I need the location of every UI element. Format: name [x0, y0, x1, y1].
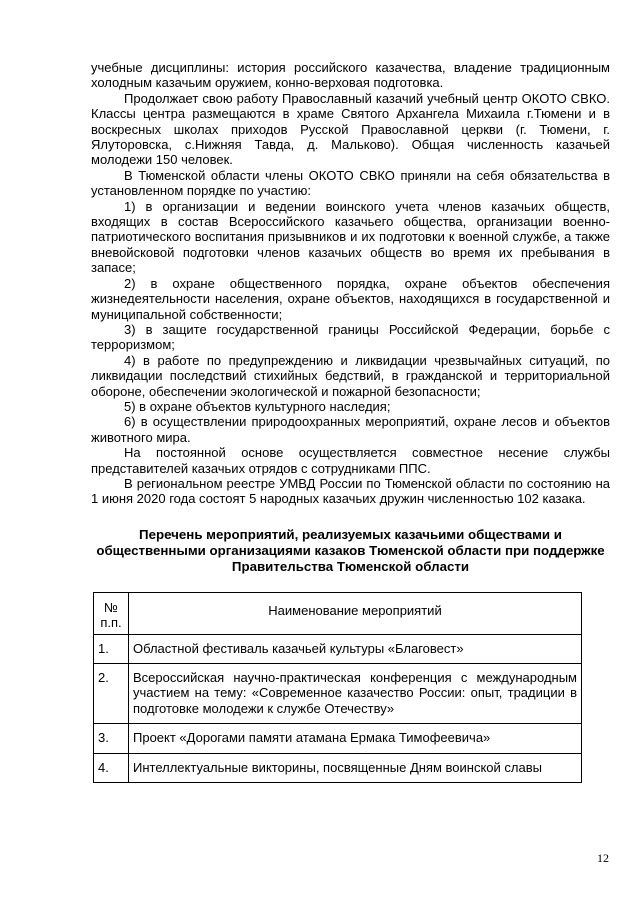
row-number: 3. — [94, 724, 129, 753]
row-event-name: Интеллектуальные викторины, посвященные Дням воинской славы — [129, 753, 582, 782]
row-event-name: Областной фестиваль казачьей культуры «Благовест» — [129, 634, 582, 663]
table-row — [94, 724, 582, 753]
page-content — [91, 60, 610, 783]
page-number: 12 — [597, 851, 609, 865]
table-row — [94, 634, 582, 663]
section-heading: Перечень мероприятий, реализуемых казачьими обществами и общественными организациями казаков Тюменской области при поддержке Правительства Тюменской области — [96, 526, 605, 574]
paragraph-obligations-intro: В Тюменской области члены ОКОТО СВКО приняли на себя обязательства в установленном порядке по участию: — [91, 167, 610, 199]
paragraph-item-5: 5) в охране объектов культурного наследия; — [124, 398, 391, 414]
paragraph-disciplines: учебные дисциплины: история российского казачества, владение традиционным холодным казачьим оружием, конно-верховая подготовка. — [91, 60, 610, 91]
table-header-row — [94, 592, 582, 634]
paragraph-item-6: 6) в осуществлении природоохранных мероприятий, охране лесов и объектов животного мира. — [91, 414, 610, 445]
paragraph-item-1: 1) в организации и ведении воинского учета членов казачьих обществ, входящих в состав Всероссийского казачьего общества, организации военно-патриотического воспитания призывников и их подготовки к военной службе, а также вневойсковой подготовки членов казачьих обществ во время их пребывания в запасе; — [91, 198, 610, 276]
row-number: 4. — [94, 753, 129, 782]
paragraph-item-3: 3) в защите государственной границы Российской Федерации, борьбе с терроризмом; — [91, 321, 610, 353]
header-event-name: Наименование мероприятий — [129, 592, 582, 634]
row-number: 1. — [94, 634, 129, 663]
row-event-name: Проект «Дорогами памяти атамана Ермака Тимофеевича» — [129, 724, 582, 753]
row-number: 2. — [94, 664, 129, 724]
paragraph-item-2: 2) в охране общественного порядка, охране объектов обеспечения жизнедеятельности населения, охране объектов, находящихся в государственной и муниципальной собственности; — [91, 275, 610, 322]
row-event-name: Всероссийская научно-практическая конференция с международным участием на тему: «Современное казачество России: опыт, традиции в подготовке молодежи к службе Отечеству» — [129, 664, 582, 724]
paragraph-registry: В региональном реестре УМВД России по Тюменской области по состоянию на 1 июня 2020 года состоят 5 народных казачьих дружин численностью 102 казака. — [91, 475, 610, 507]
table-row — [94, 664, 582, 724]
paragraph-training-center: Продолжает свою работу Православный казачий учебный центр ОКОТО СВКО. Классы центра размещаются в храме Святого Архангела Михаила г.Тюмени и в воскресных школах приходов Русской Православной церкви (г. Тюмени, г. Ялуторовска, с.Нижняя Тавда, д. Мальково). Общая численность казачьей молодежи 150 человек. — [91, 90, 610, 168]
paragraph-item-4: 4) в работе по предупреждению и ликвидации чрезвычайных ситуаций, по ликвидации последствий стихийных бедствий, в гражданской и территориальной обороне, обеспечении экологической и пожарной безопасности; — [91, 352, 610, 399]
header-number: № п.п. — [94, 592, 129, 634]
table-row — [94, 753, 582, 782]
events-table — [93, 592, 582, 783]
paragraph-joint-service: На постоянной основе осуществляется совместное несение службы представителей казачьих отрядов с сотрудниками ППС. — [91, 445, 610, 476]
